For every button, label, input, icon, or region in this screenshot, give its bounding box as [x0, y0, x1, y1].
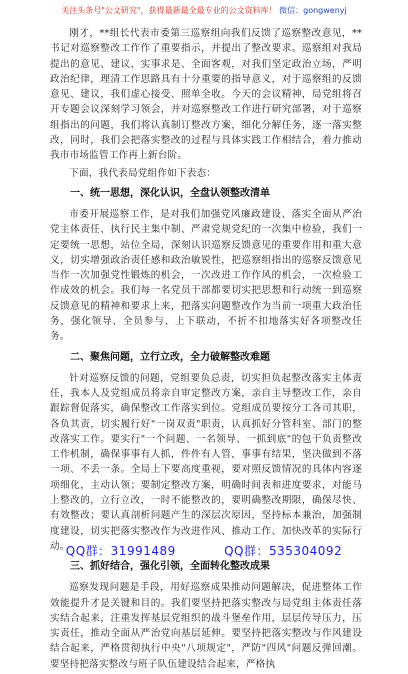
- paragraph-section-1: 市委开展巡察工作，是对我们加强党风廉政建设、落实全面从严治党主体责任、执行民主集中制、严肃党规党纪的一次集中检验，我们一定要统一思想，站位全局，深刻认识巡察反馈意见的重要作用和重大意义，切实增强政治责任感和政治敏锐性，把巡察组指出的巡察反馈意见当作一次加强党性锻炼的机会，一次改进工作作风的机会，一次检验工作成效的机会。我们每一名党员干部都要切实把思想和行动统一到巡察反馈意见的精神和要求上来，把落实问题整改作为当前一项重大政治任务，强化领导、全员参与、上下联动，不折不扣地落实好各项整改任务。: [50, 208, 362, 343]
- section-heading-2: 二、聚焦问题，立行立改，全力破解整改难题: [70, 351, 270, 363]
- banner-text-library: 获得最新最全最专业的公文资料库！: [148, 6, 277, 15]
- paragraph-section-2: 针对巡察反馈的问题，党组要负总责，切实担负起整改落实主体责任，我本人及党组成员将亲自审定整改方案，亲自主导整改工作，亲自跟踪督促落实，确保整改工作落实到位。党组成员要按分工各司其职，各负其责，切实履行好"一岗双责"职责，认真抓好分管科室、部门的整改落实工作。要实行"一个问题、一名领导、一抓到底"的包干负责整改工作机制，确保事事有人抓，件件有人管，事事有结果，坚决做到不落一项、不丢一条。全局上下要高度重视，要对照反馈情况的具体内容逐项细化，主动认领；要制定整改方案，明确时间表和进度要求，对能马上整改的，立行立改，一时不能整改的，要明确整改期限，确保尽快、有效整改；要认真剖析问题产生的深层次原因，坚持标本兼治，加强制度建设，切实把落实整改作为改进作风、推动工作、加快改革的实际行动。: [50, 372, 362, 552]
- paragraph-section-3: 巡察发现问题是手段，用好巡察成果推动问题解决，促进整体工作效能提升才是关键和目的。我们要坚持把落实整改与局党组主体责任落实结合起来，注重发挥基层党组织的战斗堡垒作用，层层传导压力，压实责任，推动全面从严治党向基层延伸。要坚持把落实整改与作风建设结合起来，严格贯彻执行中央"八项规定"，严防"四风"问题反弹回潮。要坚持把落实整改与班子队伍建设结合起来，严格执: [50, 582, 362, 670]
- footer-qq-group-2: QQ群：535304092: [224, 544, 343, 558]
- banner-wechat-label: 微信：: [279, 6, 304, 15]
- top-banner: [0, 0, 408, 22]
- paragraph-opening: 刚才，**组长代表市委第三巡察组向我们反馈了巡察整改意见，**书记对巡察整改工作作了重要指示，并提出了整改要求。巡察组对我局提出的意见、建议，实事求是、全面客观，对我们坚定政治立场，严明政治纪律，理清工作思路具有十分重要的指导意义，对于巡察组的反馈意见、建议，我们虚心接受、照单全收。今天的会议精神，局党组将召开专题会议深刻学习领会，并对巡察整改工作进行研究部署，对于巡察组指出的问题，我们将认真制订整改方案，细化分解任务，逐一落实整改，同时，我们会把落实整改的过程与具体实践工作相结合，着力推动我市市场监管工作再上新台阶。: [50, 28, 362, 162]
- footer-qq-group-1: QQ群：31991489: [65, 544, 176, 558]
- document-body: [50, 26, 362, 674]
- banner-text-follow: 关注头条号"公文研究"，: [61, 6, 149, 15]
- section-heading-1: 一、统一思想，深化认识，全盘认领整改清单: [70, 187, 270, 199]
- footer-contact: [0, 542, 408, 559]
- section-heading-3: 三、抓好结合，强化引领，全面转化整改成果: [70, 561, 270, 573]
- banner-wechat-id: gongwenyj: [303, 6, 347, 15]
- paragraph-statement-intro: 下面，我代表局党组作如下表态：: [69, 167, 217, 179]
